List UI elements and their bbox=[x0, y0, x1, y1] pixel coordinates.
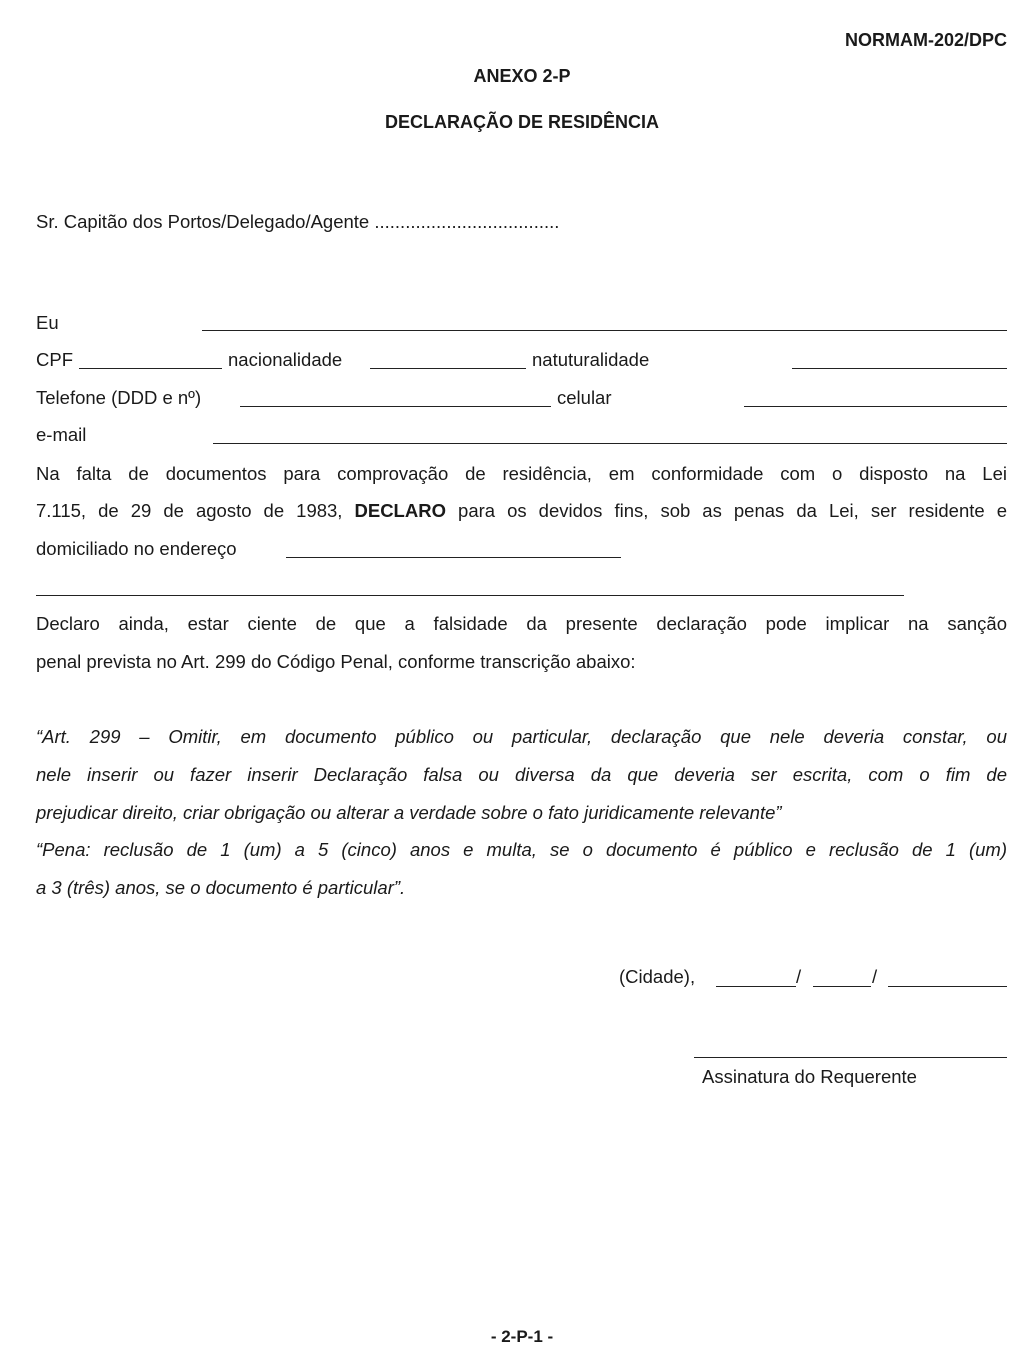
quote-line-4: “Pena: reclusão de 1 (um) a 5 (cinco) anos e multa, se o documento é público e reclusão de 1 (um) bbox=[36, 839, 1007, 860]
cpf-label: CPF bbox=[36, 349, 73, 370]
name-field[interactable] bbox=[202, 330, 1007, 331]
declaration-line-2-pre: 7.115, de 29 de agosto de 1983, bbox=[36, 500, 355, 521]
page-number: - 2-P-1 - bbox=[490, 1327, 554, 1346]
awareness-line-2: penal prevista no Art. 299 do Código Penal, conforme transcrição abaixo: bbox=[36, 651, 636, 672]
telefone-label: Telefone (DDD e nº) bbox=[36, 387, 202, 408]
document-code: NORMAM-202/DPC bbox=[844, 30, 1007, 50]
nacionalidade-field[interactable] bbox=[370, 368, 526, 369]
month-field[interactable] bbox=[813, 986, 871, 987]
address-field[interactable] bbox=[286, 557, 621, 558]
telefone-field[interactable] bbox=[240, 406, 551, 407]
signature-line[interactable] bbox=[694, 1057, 1007, 1058]
city-label: (Cidade), bbox=[619, 966, 696, 987]
page-title: DECLARAÇÃO DE RESIDÊNCIA bbox=[384, 112, 660, 132]
year-field[interactable] bbox=[888, 986, 1007, 987]
eu-label: Eu bbox=[36, 312, 59, 333]
address-label: domiciliado no endereço bbox=[36, 538, 237, 559]
annex-title: ANEXO 2-P bbox=[473, 66, 571, 86]
quote-line-5: a 3 (três) anos, se o documento é particular”. bbox=[36, 877, 406, 898]
awareness-line-1: Declaro ainda, estar ciente de que a falsidade da presente declaração pode implicar na sanção bbox=[36, 613, 1007, 634]
naturalidade-field[interactable] bbox=[792, 368, 1007, 369]
declaration-line-2-post: para os devidos fins, sob as penas da Lei, ser residente e bbox=[445, 500, 1007, 521]
declaration-line-2 bbox=[36, 492, 1007, 530]
quote-line-3: prejudicar direito, criar obrigação ou alterar a verdade sobre o fato juridicamente relevante” bbox=[36, 802, 782, 823]
salutation: Sr. Capitão dos Portos/Delegado/Agente .................................... bbox=[36, 211, 560, 232]
quote-line-2: nele inserir ou fazer inserir Declaração falsa ou diversa da que deveria ser escrita, com o fim de bbox=[36, 764, 1007, 785]
quote-line-1: “Art. 299 – Omitir, em documento público ou particular, declaração que nele deveria constar, ou bbox=[36, 726, 1007, 747]
address-field-continued[interactable] bbox=[36, 595, 904, 596]
declaration-keyword: DECLARO bbox=[354, 500, 446, 521]
signature-label: Assinatura do Requerente bbox=[702, 1066, 917, 1087]
nacionalidade-label: nacionalidade bbox=[228, 349, 343, 370]
email-label: e-mail bbox=[36, 424, 87, 445]
declaration-line-1: Na falta de documentos para comprovação de residência, em conformidade com o disposto na Lei bbox=[36, 463, 1007, 484]
day-field[interactable] bbox=[716, 986, 796, 987]
celular-field[interactable] bbox=[744, 406, 1007, 407]
date-separator-1: / bbox=[796, 966, 802, 987]
naturalidade-label: natuturalidade bbox=[532, 349, 650, 370]
email-field[interactable] bbox=[213, 443, 1007, 444]
date-separator-2: / bbox=[872, 966, 878, 987]
cpf-field[interactable] bbox=[79, 368, 222, 369]
celular-label: celular bbox=[557, 387, 612, 408]
